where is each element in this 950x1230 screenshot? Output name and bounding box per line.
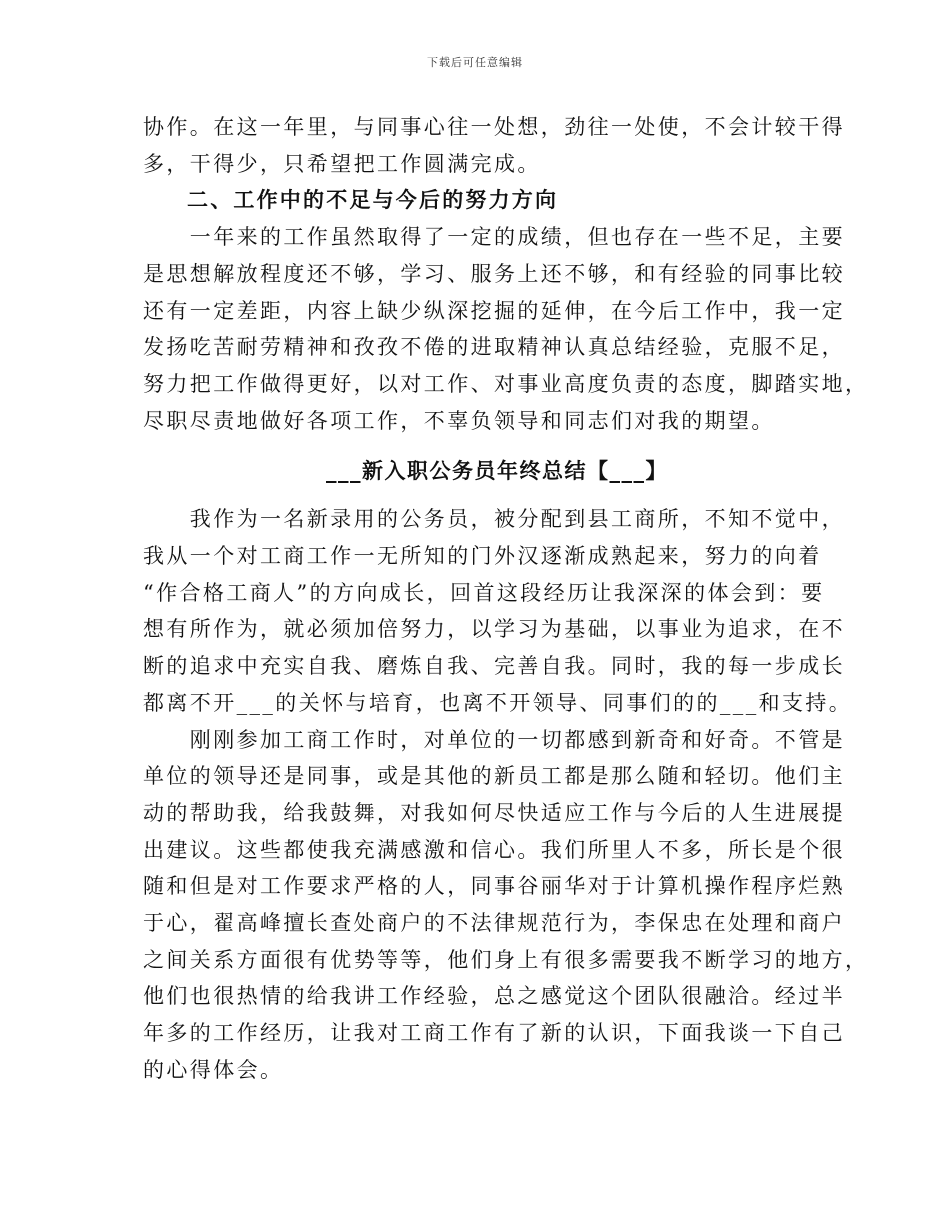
text-line: 是思想解放程度还不够，学习、服务上还不够，和有经验的同事比较 — [143, 261, 845, 286]
text-line: 单位的领导还是同事，或是其他的新员工都是那么随和轻切。他们主 — [143, 764, 845, 789]
text-line: 于心，翟高峰擅长查处商户的不法律规范行为，李保忠在处理和商户 — [143, 911, 845, 936]
text-line: 出建议。这些都使我充满感激和信心。我们所里人不多，所长是个很 — [143, 837, 845, 862]
paragraph-collaboration — [143, 109, 845, 182]
document-body — [143, 109, 869, 1089]
text-line: 协作。在这一年里，与同事心往一处想，劲往一处使，不会计较干得 — [143, 115, 845, 139]
text-line: 努力把工作做得更好，以对工作、对事业高度负责的态度，脚踏实地， — [143, 371, 869, 396]
paragraph-team — [143, 722, 869, 1089]
page-header: 下载后可任意编辑 — [427, 56, 523, 69]
text-line: 随和但是对工作要求严格的人，同事谷丽华对于计算机操作程序烂熟 — [143, 874, 845, 899]
text-line: 都离不开___的关怀与培育，也离不开领导、同事们的的___和支持。 — [143, 690, 853, 715]
text-line: 一年来的工作虽然取得了一定的成绩，但也存在一些不足，主要 — [143, 225, 845, 250]
text-line: 刚刚参加工商工作时，对单位的一切都感到新奇和好奇。不管是 — [143, 727, 845, 752]
text-line: 他们也很热情的给我讲工作经验，总之感觉这个团队很融洽。经过半 — [143, 984, 845, 1009]
text-line: 动的帮助我，给我鼓舞，对我如何尽快适应工作与今后的人生进展提 — [143, 800, 845, 825]
text-line: 断的追求中充实自我、磨炼自我、完善自我。同时，我的每一步成长 — [143, 654, 845, 679]
text-line: 想有所作为，就必须加倍努力，以学习为基础，以事业为追求，在不 — [143, 617, 845, 642]
paragraph-introduction — [143, 501, 853, 721]
text-line: 之间关系方面很有优势等等，他们身上有很多需要我不断学习的地方， — [143, 947, 869, 972]
text-line: 发扬吃苦耐劳精神和孜孜不倦的进取精神认真总结经验，克服不足， — [143, 335, 845, 360]
text-line: 还有一定差距，内容上缺少纵深挖掘的延伸，在今后工作中，我一定 — [143, 298, 845, 323]
text-line: 尽职尽责地做好各项工作，不辜负领导和同志们对我的期望。 — [143, 408, 775, 433]
document-title: ___新入职公务员年终总结【___】 — [326, 459, 668, 484]
text-line: 我作为一名新录用的公务员，被分配到县工商所，不知不觉中， — [143, 507, 845, 532]
text-line: 我从一个对工商工作一无所知的门外汉逐渐成熟起来，努力的向着 — [143, 544, 822, 569]
paragraph-shortcomings — [143, 219, 869, 439]
text-line: 多，干得少，只希望把工作圆满完成。 — [143, 151, 541, 176]
text-line: “作合格工商人”的方向成长，回首这段经历让我深深的体会到：要 — [143, 580, 825, 605]
text-line: 的心得体会。 — [143, 1057, 284, 1082]
section-heading: 二、工作中的不足与今后的努力方向 — [187, 188, 559, 213]
text-line: 年多的工作经历，让我对工商工作有了新的认识，下面我谈一下自己 — [143, 1021, 845, 1046]
